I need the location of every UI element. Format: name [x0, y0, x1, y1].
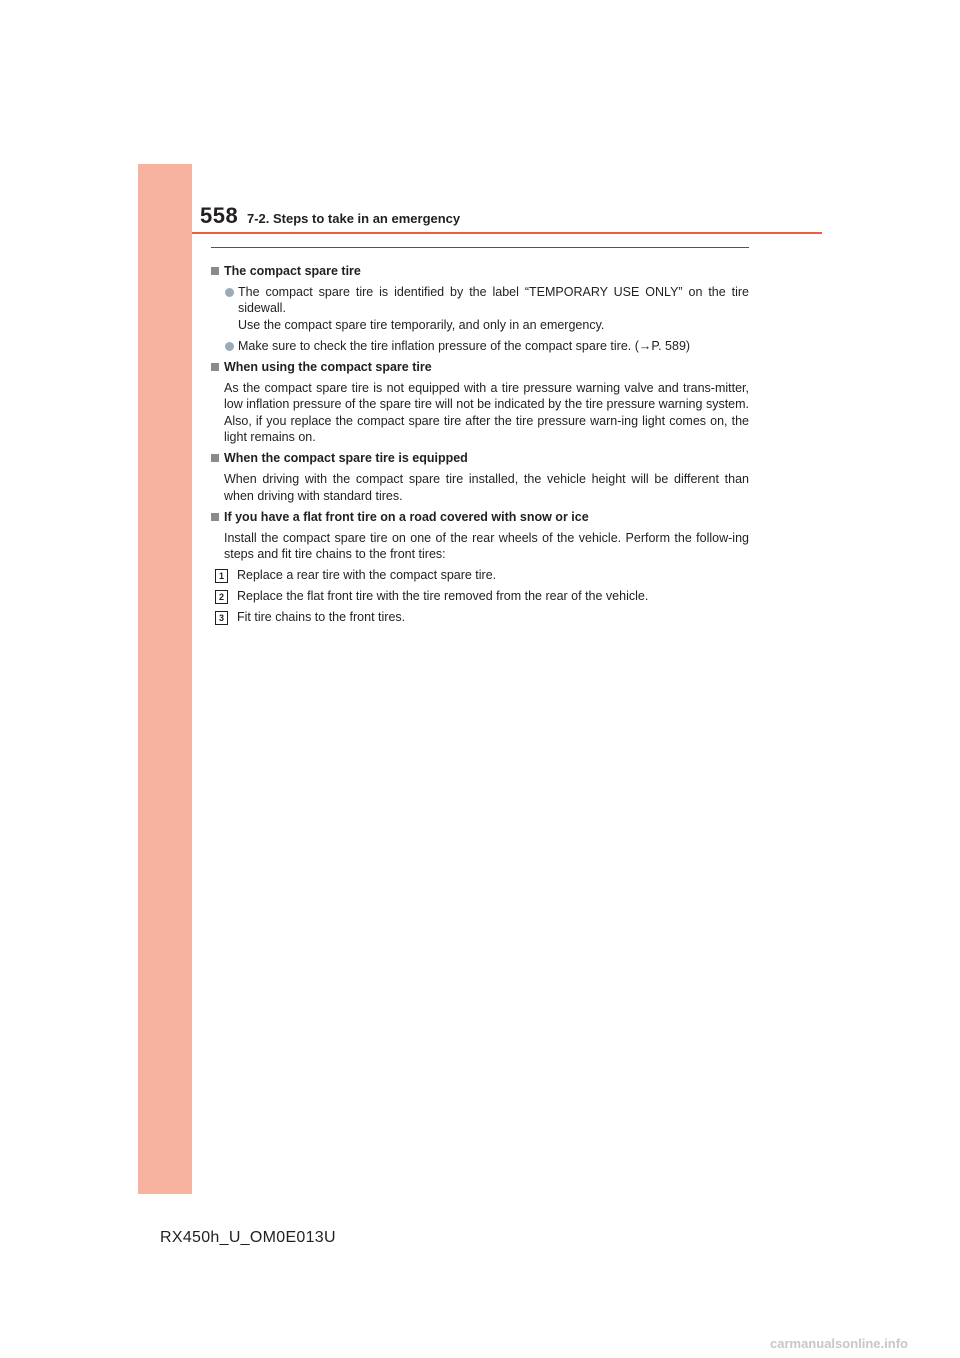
square-bullet-icon	[211, 267, 219, 275]
step-item: 2 Replace the flat front tire with the tire removed from the rear of the vehicle.	[211, 588, 749, 605]
bullet-item: The compact spare tire is identified by the label “TEMPORARY USE ONLY” on the tire sidewall. Use the compact spare tire temporarily, and only in an emergency.	[211, 284, 749, 334]
section-heading: The compact spare tire	[211, 263, 749, 280]
bullet-item: Make sure to check the tire inflation pressure of the compact spare tire. (→P. 589)	[211, 338, 749, 355]
page-content	[211, 258, 749, 626]
header-rule	[192, 232, 822, 234]
chapter-side-tab	[138, 164, 192, 1194]
step-number: 2	[215, 590, 228, 604]
step-item: 1 Replace a rear tire with the compact spare tire.	[211, 567, 749, 584]
step-number: 1	[215, 569, 228, 583]
square-bullet-icon	[211, 363, 219, 371]
section-paragraph: Install the compact spare tire on one of the rear wheels of the vehicle. Perform the follow-ing steps and fit tire chains to the front tires:	[224, 530, 749, 561]
circle-bullet-icon	[225, 342, 234, 351]
square-bullet-icon	[211, 454, 219, 462]
manual-code: RX450h_U_OM0E013U	[160, 1229, 336, 1246]
circle-bullet-icon	[225, 288, 234, 297]
section-heading: If you have a flat front tire on a road covered with snow or ice	[211, 509, 749, 526]
section-heading: When the compact spare tire is equipped	[211, 450, 749, 467]
step-number: 3	[215, 611, 228, 625]
section-heading: When using the compact spare tire	[211, 359, 749, 376]
section-paragraph: When driving with the compact spare tire installed, the vehicle height will be different than when driving with standard tires.	[224, 472, 749, 503]
page-number: 558	[200, 203, 239, 228]
square-bullet-icon	[211, 513, 219, 521]
section-paragraph: As the compact spare tire is not equipped with a tire pressure warning valve and trans-mitter, low inflation pressure of the spare tire will not be indicated by the tire pressure warning system. Also, if you replace the compact spare tire after the tire pressure warn-ing light comes on, the light remains on.	[224, 380, 749, 444]
watermark: carmanualsonline.info	[770, 1336, 908, 1351]
content-top-rule	[211, 247, 749, 248]
section-title: 7-2. Steps to take in an emergency	[247, 211, 461, 226]
step-item: 3 Fit tire chains to the front tires.	[211, 609, 749, 626]
